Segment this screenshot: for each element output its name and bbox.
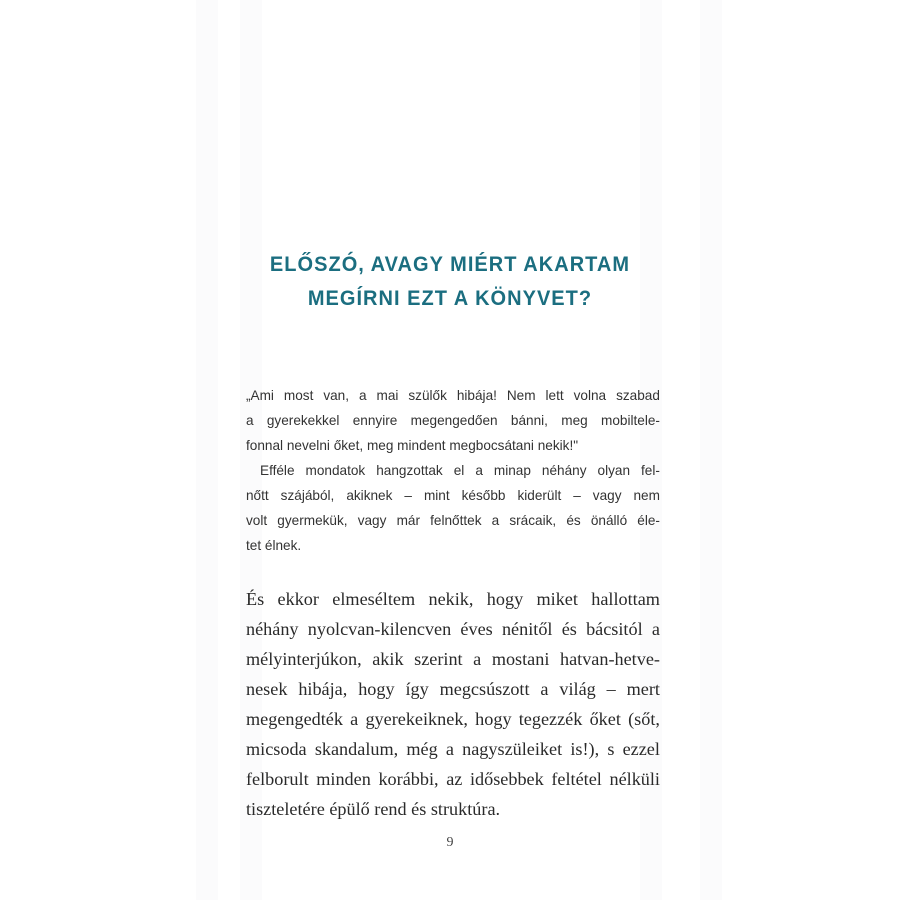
word: nénitől [501,619,553,639]
word: a [540,679,549,699]
word: (sőt, [628,709,660,729]
word: van, [323,388,350,403]
paragraph-line [246,794,660,824]
word: mindent [397,438,450,453]
word: szájából, [280,488,335,503]
word: mondatok [305,463,366,478]
word: – [573,488,581,503]
quote-line [246,408,660,433]
word: miket [536,589,578,609]
paragraph-line [246,614,660,644]
word: szabad [616,388,660,403]
word: és [561,619,577,639]
word: És [246,589,265,609]
word: hibája! [456,388,497,403]
paragraph-line [246,674,660,704]
word: is!), [570,739,600,759]
response-line [246,508,660,533]
word: meg [561,413,588,428]
word: akik [372,649,404,669]
word: skandalum, [314,739,399,759]
word: – [606,679,616,699]
word: minden [316,769,371,789]
word: hogy [486,589,524,609]
chapter-heading [218,247,683,315]
word: minap [493,463,531,478]
word: néhány [246,619,299,639]
word: nesek [246,679,288,699]
word: volt [246,513,268,528]
word: a [491,513,500,528]
word: micsoda [246,739,307,759]
word: és [411,799,431,819]
word: nagyszüleiket [462,739,563,759]
word: szerint [414,649,463,669]
word: nőtt [246,488,269,503]
paragraph-line [246,764,660,794]
word: megengedték [246,709,343,729]
word: nevelni [286,438,334,453]
word: az [446,769,463,789]
word: ezzel [622,739,660,759]
word: – [404,488,412,503]
word: hibája, [298,679,348,699]
word: a [445,739,454,759]
word: épülő [329,799,375,819]
word: elmeséltem [332,589,416,609]
word: a [473,649,482,669]
word: meg [366,438,398,453]
word: Efféle [260,463,295,478]
word: éves [460,619,493,639]
word: a [358,388,367,403]
word: hallottam [591,589,660,609]
word: gyermekük, [277,513,348,528]
word: struktúra. [430,799,501,819]
page-number: 9 [446,835,454,850]
word: nyolcvan-kilencven [307,619,452,639]
page-shading [196,0,218,900]
response-line [246,458,660,483]
word: mélyinterjúkon, [246,649,362,669]
word: „Ami [246,388,274,403]
word: még [406,739,438,759]
word: mert [626,679,660,699]
word: megcsúszott [439,679,530,699]
response-line [246,533,660,558]
word: a [651,619,660,639]
word: vagy [592,488,622,503]
word: hatvan-hetve- [559,649,660,669]
paragraph-line [246,584,660,614]
word: el [453,463,465,478]
word: mai [376,388,399,403]
quote-line [246,433,660,458]
heading-line: ELŐSZÓ, AVAGY MIÉRT AKARTAM [269,252,631,276]
word: gyerekekkel [266,413,340,428]
main-paragraph [246,584,660,824]
word: őket, [333,438,367,453]
word: s [607,739,615,759]
paragraph-line [246,734,660,764]
word: kiderült [517,488,562,503]
word: önálló [590,513,628,528]
word: megengedően [410,413,498,428]
word: most [283,388,314,403]
word: és [566,513,581,528]
word: ennyire [352,413,398,428]
word: olyan [597,463,631,478]
word: nélküli [609,769,660,789]
word: hogy [475,709,512,729]
word: ekkor [277,589,319,609]
word: nekik!" [537,438,579,453]
page-shading [700,0,722,900]
word: bánni, [510,413,548,428]
word: később [461,488,506,503]
word: hogy [358,679,395,699]
word: gyerekeiknek, [365,709,468,729]
word: megbocsátani [449,438,538,453]
word: feltétel [551,769,602,789]
word: mobiltele- [601,413,660,428]
paragraph-line [246,644,660,674]
word: korábbi, [378,769,439,789]
word: volna [573,388,607,403]
word: már [396,513,420,528]
word: élnek. [264,538,302,553]
word: idősebbek [469,769,544,789]
word: éle- [637,513,660,528]
word: fonnal [246,438,287,453]
word: így [405,679,429,699]
quote-line [246,383,660,408]
word: a [350,709,359,729]
word: őket [589,709,621,729]
word: a [475,463,483,478]
word: rend [374,799,412,819]
word: felborult [246,769,309,789]
word: a [246,413,254,428]
word: fel- [641,463,660,478]
word: felnőttek [430,513,482,528]
word: néhány [541,463,587,478]
word: mint [423,488,450,503]
word: hangzottak [376,463,443,478]
quote-block [246,383,660,558]
word: nekik, [428,589,474,609]
word: tet [246,538,265,553]
word: tegezzék [518,709,583,729]
heading-line: MEGÍRNI EZT A KÖNYVET? [307,286,593,310]
response-line [246,483,660,508]
word: világ [559,679,596,699]
word: bácsitól [586,619,643,639]
word: szülők [408,388,447,403]
word: tiszteletére [246,799,330,819]
word: lett [545,388,564,403]
word: Nem [506,388,536,403]
word: srácaik, [509,513,557,528]
word: mostani [491,649,550,669]
paragraph-line [246,704,660,734]
word: akiknek [346,488,393,503]
word: nem [633,488,660,503]
word: vagy [357,513,387,528]
